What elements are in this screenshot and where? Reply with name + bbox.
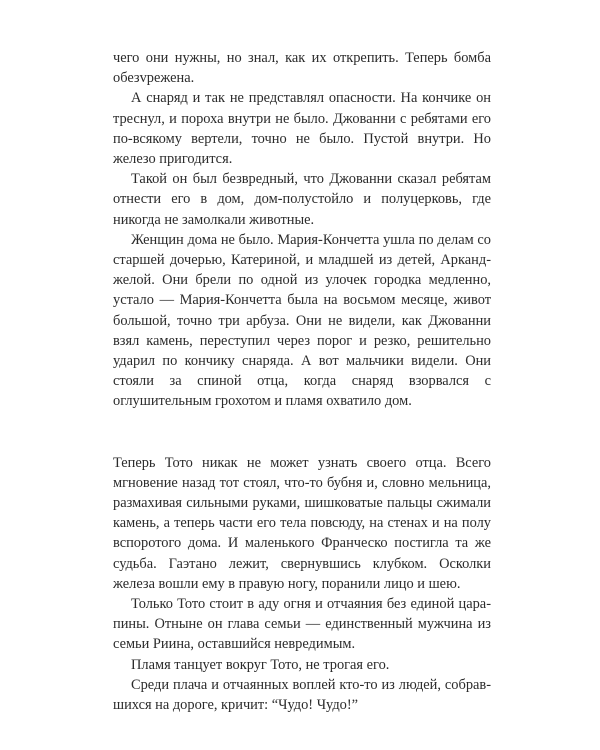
section-break xyxy=(113,412,491,453)
paragraph: Такой он был безвредный, что Джованни сказал ребятам отнести его в дом, дом-полустойло и полуцерковь, где никогда не замолкали животные. xyxy=(113,171,491,228)
paragraph: Женщин дома не было. Мария-Кончетта ушла по делам со старшей дочерью, Катериной, и младшей из детей, Арканджелой. Они брели по одной из улочек городка медленно, устало — Мария-Кончетта была на восьмом месяце, живот большой, точно три арбуза. Они не видели, как Джованни взял камень, переступил через порог и резко, решительно ударил по кончику снаряда. А вот мальчики видели. Они стояли за спиной отца, когда снаряд взорвался с оглушительным грохотом и пламя охватило дом. xyxy=(113,231,491,410)
book-page xyxy=(113,48,491,715)
paragraph: Теперь Тото никак не может узнать своего отца. Всего мгновение назад тот стоял, что-то бубня и, словно мельница, размахивая сильными руками, шишковатые пальцы сжимали камень, а теперь части его тела повсюду, на стенах и на полу вспоротого дома. И маленького Франческо постигла та же судьба. Гаэтано лежит, свернувшись клубком. Осколки железа вошли ему в правую ногу, поранили лицо и шею. xyxy=(113,454,491,592)
paragraph: чего они нужны, но знал, как их открепить. Теперь бомба обезvрежена. xyxy=(113,50,491,87)
paragraph: А снаряд и так не представлял опасности. На кончике он треснул, и пороха внутри не было. Джованни с ребятами его по-всякому вертели, точно не было. Пустой внутри. Но железо пригодится. xyxy=(113,90,491,168)
paragraph: Пламя танцует вокруг Тото, не трогая его. xyxy=(131,656,390,673)
paragraph: Только Тото стоит в аду огня и отчаяния без единой царапины. Отныне он глава семьи — единственный мужчина из семьи Риина, оставшийся невредимым. xyxy=(113,596,491,653)
paragraph: Среди плача и отчаянных воплей кто-то из людей, собравшихся на дороге, кричит: “Чудо! Чудо!” xyxy=(113,676,491,714)
